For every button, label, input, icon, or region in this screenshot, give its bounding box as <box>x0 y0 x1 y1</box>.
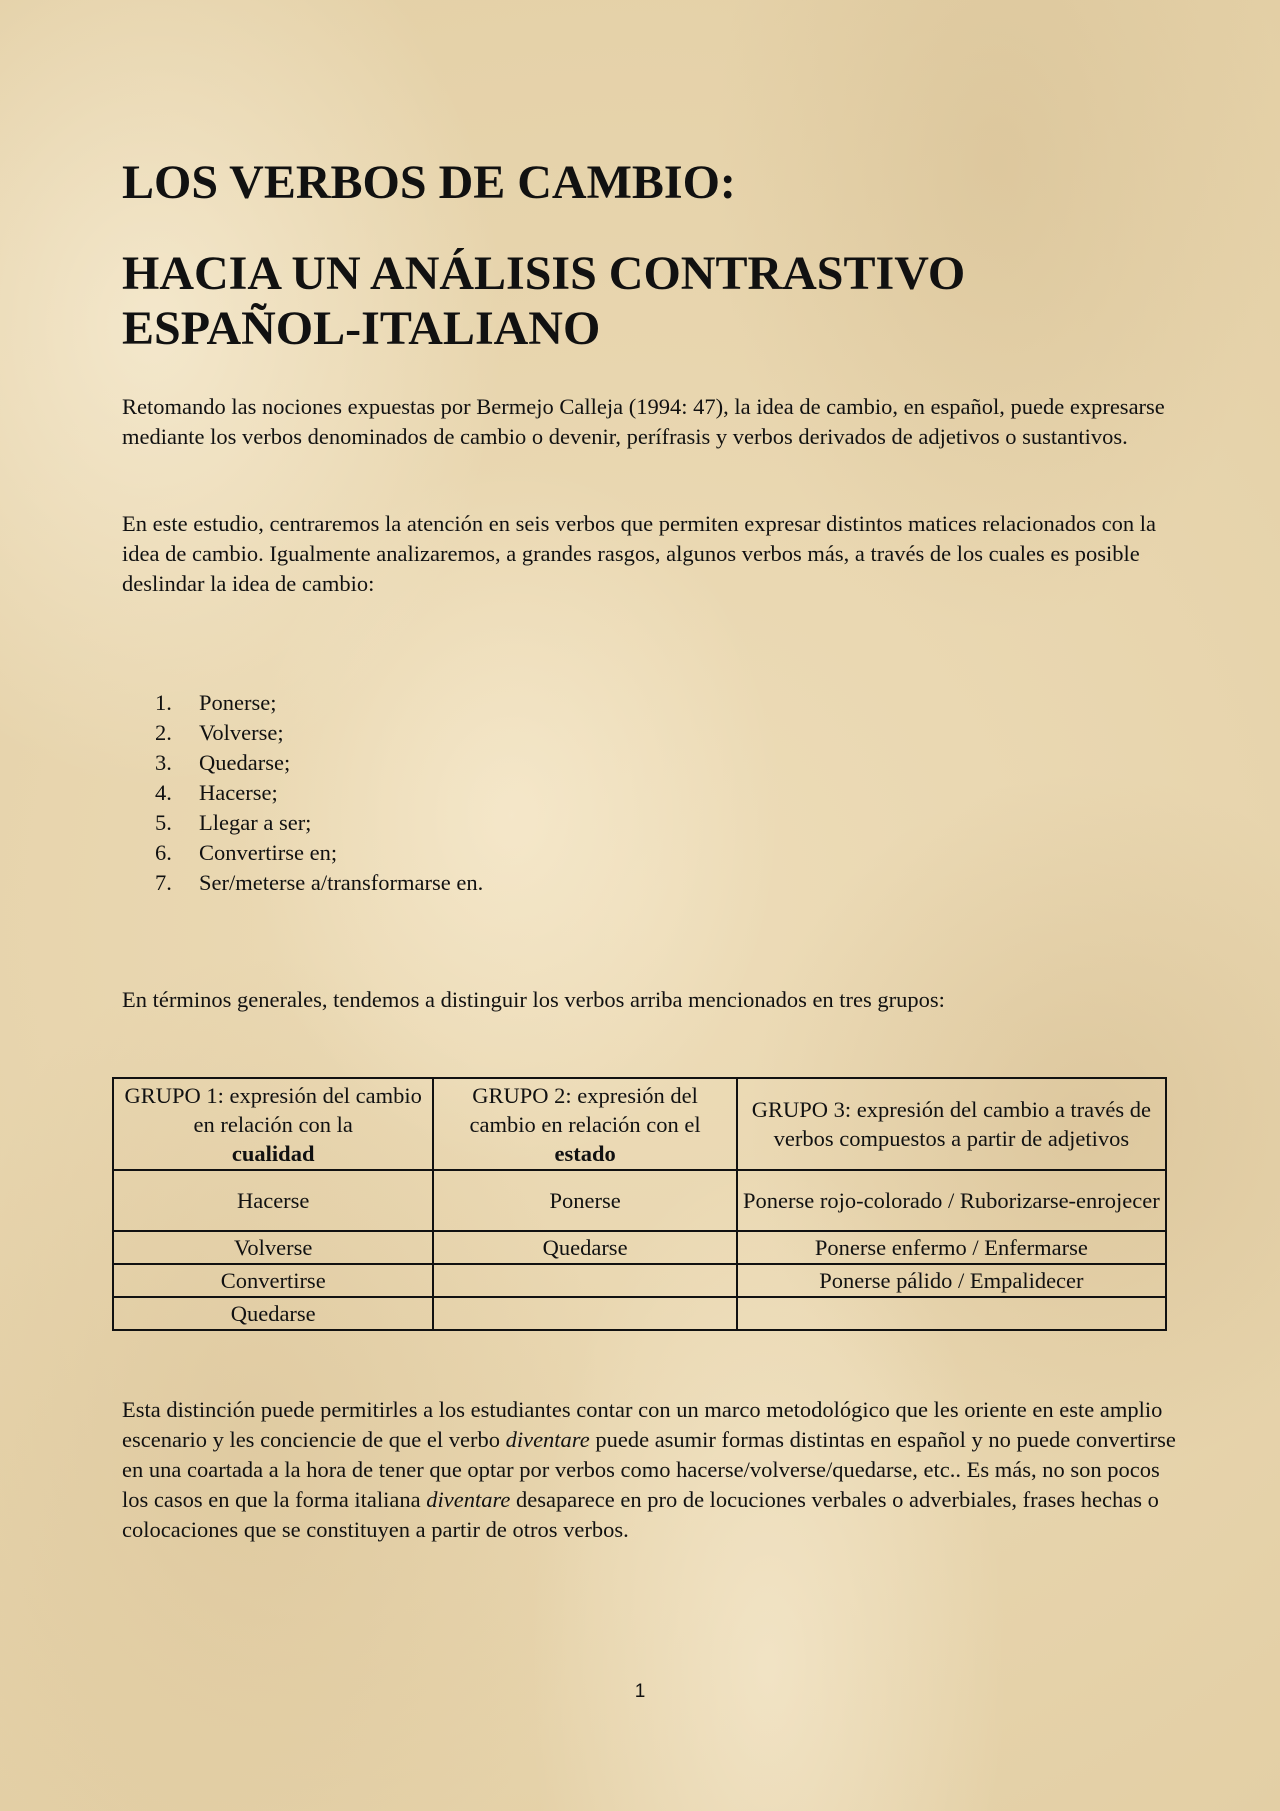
table-row <box>113 1231 1166 1264</box>
list-item-text: Quedarse; <box>199 750 291 775</box>
header-text: GRUPO 2: expresión del cambio en relación con el <box>469 1082 701 1137</box>
table-cell: Ponerse rojo-colorado / Ruborizarse-enrojecer <box>737 1170 1166 1231</box>
table-row <box>113 1297 1166 1330</box>
groups-intro-paragraph: En términos generales, tendemos a distinguir los verbos arriba mencionados en tres grupos: <box>122 987 945 1012</box>
list-item <box>155 748 483 778</box>
list-item-number: 7. <box>155 870 172 895</box>
table-header-row <box>113 1078 1166 1170</box>
list-item-text: Ser/meterse a/transformarse en. <box>199 870 484 895</box>
table-header-cell <box>737 1078 1166 1170</box>
table-header-cell <box>113 1078 433 1170</box>
table-cell: Hacerse <box>113 1170 433 1231</box>
header-text: GRUPO 3: expresión del cambio a través de verbos compuestos a partir de adjetivos <box>751 1097 1152 1151</box>
conclusion-text-2: puede asumir formas distintas en español y no puede convertirse en una coartada a la hora de tener que optar por verbos como hacerse/volverse/quedarse, etc.. Es más, no son pocos los casos en que la forma italiana <box>122 1427 1176 1512</box>
table-cell: Quedarse <box>113 1297 433 1330</box>
list-item-number: 4. <box>155 780 172 805</box>
table-cell: Quedarse <box>433 1231 736 1264</box>
study-paragraph: En este estudio, centraremos la atención en seis verbos que permiten expresar distintos matices relacionados con la idea de cambio. Igualmente analizaremos, a grandes rasgos, algunos verbos más, a través de los cuales es posible deslindar la idea de cambio: <box>122 511 1157 596</box>
list-item-number: 5. <box>155 810 172 835</box>
subtitle-line-2: ESPAÑOL-ITALIANO <box>122 302 601 355</box>
conclusion-italic-1: diventare <box>505 1427 590 1452</box>
table-cell: Ponerse enfermo / Enfermarse <box>737 1231 1166 1264</box>
header-bold-text: estado <box>554 1140 616 1166</box>
list-item-number: 1. <box>155 690 172 715</box>
verb-list <box>155 688 483 898</box>
list-item-number: 6. <box>155 840 172 865</box>
conclusion-italic-2: diventare <box>426 1487 511 1512</box>
table-cell <box>433 1297 736 1330</box>
table-row <box>113 1264 1166 1297</box>
list-item-number: 3. <box>155 750 172 775</box>
conclusion-text-1: Esta distinción puede permitirles a los estudiantes contar con un marco metodológico que les oriente en este amplio escenario y les conciencie de que el verbo <box>122 1397 1163 1452</box>
list-item <box>155 838 483 868</box>
list-item-text: Hacerse; <box>199 780 278 805</box>
list-item <box>155 778 483 808</box>
list-item <box>155 718 483 748</box>
table-cell <box>737 1297 1166 1330</box>
header-bold-text: cualidad <box>231 1140 315 1166</box>
header-text: GRUPO 1: expresión del cambio en relación con la <box>124 1082 422 1137</box>
table-cell: Convertirse <box>113 1264 433 1297</box>
list-item-text: Ponerse; <box>199 690 277 715</box>
page-number: 1 <box>634 1681 646 1702</box>
table-cell: Volverse <box>113 1231 433 1264</box>
document-title: LOS VERBOS DE CAMBIO: <box>122 156 736 209</box>
list-item-number: 2. <box>155 720 172 745</box>
list-item-text: Convertirse en; <box>199 840 338 865</box>
groups-table <box>112 1077 1167 1331</box>
table-cell: Ponerse pálido / Empalidecer <box>737 1264 1166 1297</box>
table-row <box>113 1170 1166 1231</box>
list-item <box>155 688 483 718</box>
conclusion-text-3: desaparece en pro de locuciones verbales o adverbiales, frases hechas o colocaciones que se constituyen a partir de otros verbos. <box>122 1487 1159 1542</box>
list-item <box>155 868 483 898</box>
list-item <box>155 808 483 838</box>
table-cell: Ponerse <box>433 1170 736 1231</box>
document-subtitle <box>122 246 1182 356</box>
subtitle-line-1: HACIA UN ANÁLISIS CONTRASTIVO <box>122 247 966 300</box>
conclusion-paragraph <box>122 1395 1182 1545</box>
intro-paragraph: Retomando las nociones expuestas por Bermejo Calleja (1994: 47), la idea de cambio, en español, puede expresarse mediante los verbos denominados de cambio o devenir, perífrasis y verbos derivados de adjetivos o sustantivos. <box>122 394 1165 449</box>
list-item-text: Llegar a ser; <box>199 810 312 835</box>
table-header-cell <box>433 1078 736 1170</box>
list-item-text: Volverse; <box>199 720 284 745</box>
table-cell <box>433 1264 736 1297</box>
